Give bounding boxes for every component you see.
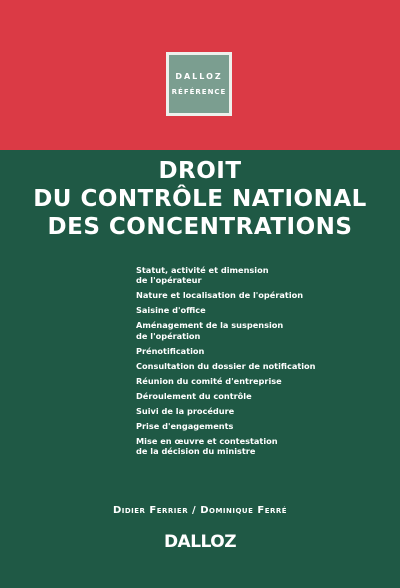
topic-item-mise-en-oeuvre: Mise en œuvre et contestation de la décision du ministre [136, 435, 278, 457]
topic-item-reunion: Réunion du comité d'entreprise [136, 375, 282, 386]
topic-item-nature: Nature et localisation de l'opération [136, 290, 304, 301]
authors: Didier Ferrier / Dominique Ferré [112, 505, 288, 516]
topic-item-deroulement: Déroulement du contrôle [136, 390, 252, 401]
badge-collection-label: RÉFÉRENCE [171, 88, 227, 96]
topic-item-statut: Statut, activité et dimension de l'opérateur [136, 265, 269, 286]
title-line-3: DES CONCENTRATIONS [47, 214, 353, 240]
title-line-1: DROIT [158, 158, 242, 184]
collection-badge-inner [169, 55, 229, 113]
topic-item-prenotification: Prénotification [136, 345, 205, 356]
collection-badge [166, 52, 232, 116]
title-line-2: DU CONTRÔLE NATIONAL [33, 186, 367, 212]
topic-item-suivi: Suivi de la procédure [136, 405, 235, 416]
topic-item-consultation: Consultation du dossier de notification [136, 360, 316, 371]
book-title [0, 157, 400, 241]
badge-publisher-label: DALLOZ [175, 72, 223, 81]
publisher-logo: DALLOZ [163, 532, 237, 552]
topic-item-engagements: Prise d'engagements [136, 420, 234, 431]
topics-list [136, 265, 376, 461]
topic-item-saisine: Saisine d'office [136, 305, 206, 316]
topic-item-amenagement: Aménagement de la suspension de l'opération [136, 320, 284, 341]
